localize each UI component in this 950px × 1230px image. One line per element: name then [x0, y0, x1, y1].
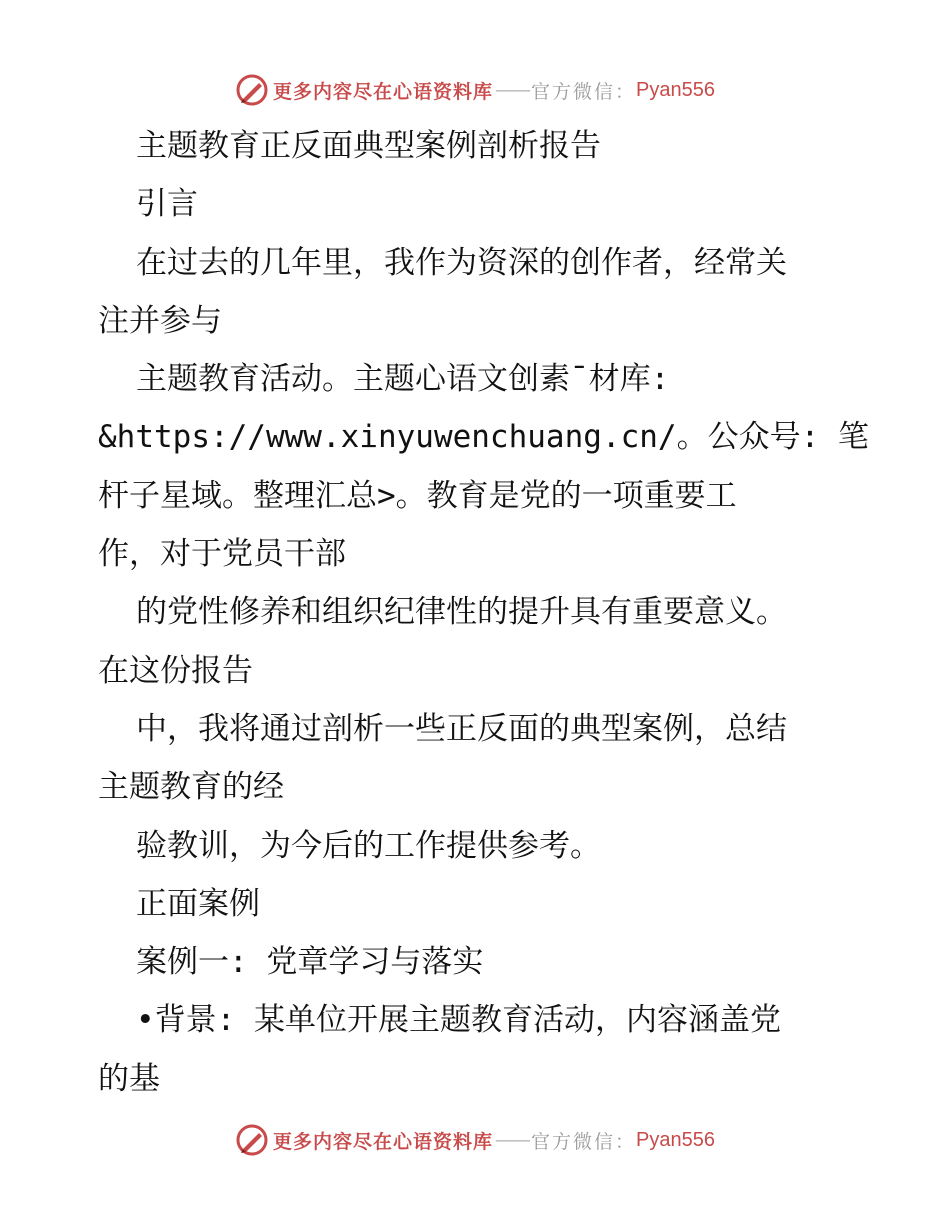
section-heading-introduction: 引言 [136, 186, 198, 223]
paragraph-line: 验教训，为今后的工作提供参考。 [136, 827, 601, 864]
paragraph-line: 在这份报告 [98, 652, 253, 689]
paragraph-line: 作，对于党员干部 [98, 536, 346, 573]
section-heading-positive-cases: 正面案例 [136, 885, 260, 922]
pen-logo-icon [235, 1123, 269, 1157]
pen-logo-icon [235, 73, 269, 107]
paragraph-line: 注并参与 [98, 302, 222, 339]
site-name-text: 更多内容尽在心语资料库 [273, 80, 494, 103]
paragraph-line: 的党性修养和组织纪律性的提升具有重要意义。 [136, 594, 787, 631]
paragraph-line: 主题教育的经 [98, 769, 284, 806]
document-title: 主题教育正反面典型案例剖析报告 [136, 128, 601, 164]
wechat-label: 官方微信： [531, 80, 637, 103]
banner-separator: —— [495, 79, 530, 101]
wechat-label: 官方微信： [531, 1130, 637, 1153]
case-heading: 案例一: 党章学习与落实 [136, 944, 484, 981]
document-body [98, 125, 869, 1116]
site-name-text: 更多内容尽在心语资料库 [273, 1130, 494, 1153]
bullet-item: •背景: 某单位开展主题教育活动，内容涵盖党 [136, 1002, 781, 1039]
wechat-id: Pyan556 [636, 1128, 715, 1151]
header-banner [0, 70, 950, 110]
paragraph-line: 的基 [98, 1060, 160, 1097]
paragraph-line: 主题教育活动。主题心语文创素¯材库: [136, 361, 670, 398]
paragraph-line: 杆子星域。整理汇总>。教育是党的一项重要工 [98, 477, 737, 514]
paragraph-line: 在过去的几年里，我作为资深的创作者，经常关 [136, 244, 787, 281]
banner-separator: —— [495, 1129, 530, 1151]
wechat-id: Pyan556 [636, 78, 715, 101]
paragraph-line: &https://www.xinyuwenchuang.cn/。公众号: 笔 [98, 419, 869, 456]
footer-banner [0, 1120, 950, 1160]
paragraph-line: 中，我将通过剖析一些正反面的典型案例，总结 [136, 710, 787, 747]
